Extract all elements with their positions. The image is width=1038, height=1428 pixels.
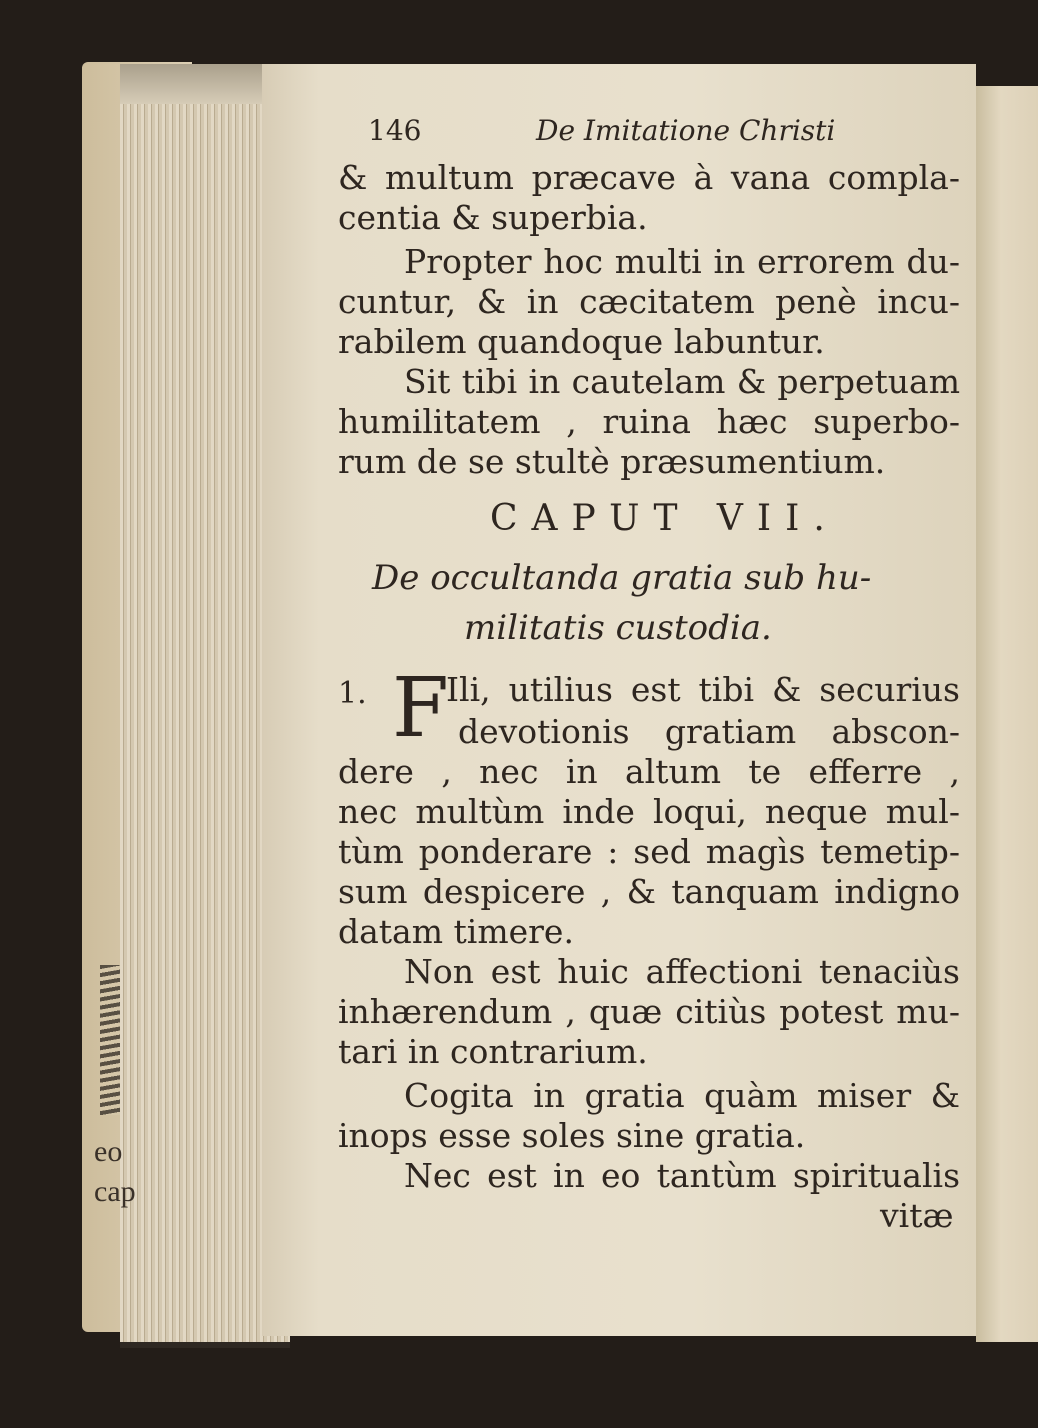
- running-title: De Imitatione Christi: [536, 114, 836, 147]
- text-line: Non est huic affectioni tenaciùs: [404, 952, 960, 991]
- paragraph-number: 1.: [338, 676, 367, 711]
- left-page-fragment: cap: [94, 1175, 136, 1208]
- text-line: Ili, utilius est tibi & securius: [446, 670, 960, 709]
- text-line: Propter hoc multi in errorem du-: [404, 242, 960, 281]
- text-line: tari in contrarium.: [338, 1032, 648, 1071]
- catchword: [880, 1196, 960, 1236]
- catchword-text: vitæ: [880, 1196, 954, 1235]
- chapter-heading: CAPUT VII.: [490, 498, 839, 539]
- text-line: & multum præcave à vana compla-: [338, 158, 960, 197]
- page-number: 146: [368, 114, 422, 147]
- text-block-para1: [338, 752, 960, 1196]
- para1-second-line: [458, 712, 960, 752]
- text-line: dere , nec in altum te efferre ,: [338, 752, 960, 791]
- text-line: rabilem quandoque labuntur.: [338, 322, 825, 361]
- text-block-1: [338, 158, 960, 482]
- text-line: nec multùm inde loqui, neque mul-: [338, 792, 960, 831]
- drop-cap: F: [392, 661, 449, 756]
- text-line: tùm ponderare : sed magìs temetip-: [338, 832, 960, 871]
- text-line: cuntur, & in cæcitatem penè incu-: [338, 282, 960, 321]
- text-line: inops esse soles sine gratia.: [338, 1116, 806, 1155]
- next-page-edge: [976, 86, 1038, 1342]
- text-line: sum despicere , & tanquam indigno: [338, 872, 960, 911]
- text-line: centia & superbia.: [338, 198, 648, 237]
- text-line: rum de se stultè præsumentium.: [338, 442, 886, 481]
- text-line: Nec est in eo tantùm spiritualis: [404, 1156, 960, 1195]
- para1-first-lines: [446, 670, 960, 710]
- text-line: Sit tibi in cautelam & perpetuam: [404, 362, 960, 401]
- text-line: humilitatem , ruina hæc superbo-: [338, 402, 960, 441]
- chapter-subtitle: De occultanda gratia sub hu-: [372, 558, 872, 598]
- chapter-subtitle: militatis custodia.: [464, 608, 772, 648]
- text-line: devotionis gratiam abscon-: [458, 712, 960, 751]
- text-line: Cogita in gratia quàm miser &: [404, 1076, 960, 1115]
- text-line: inhærendum , quæ citiùs potest mu-: [338, 992, 960, 1031]
- text-line: datam timere.: [338, 912, 574, 951]
- page-edges-top: [120, 64, 280, 104]
- left-page-fragment: eo: [94, 1135, 123, 1168]
